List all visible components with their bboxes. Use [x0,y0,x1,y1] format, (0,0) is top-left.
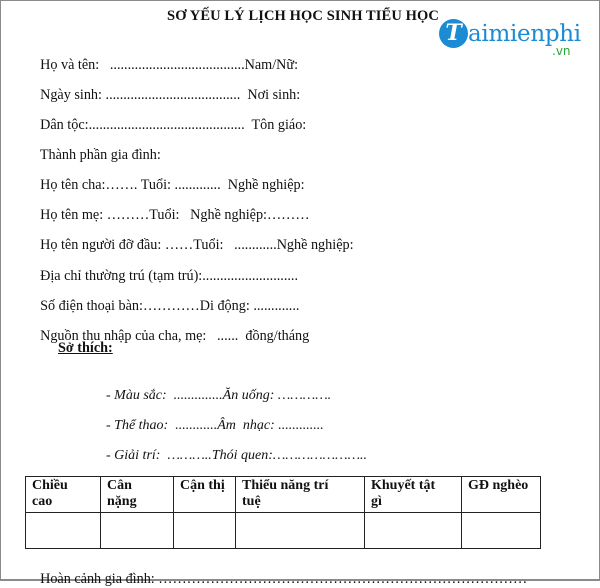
logo-text: aimienphi [468,21,581,47]
logo-tld: .vn [552,44,571,58]
logo-glyph: T [445,20,462,46]
table-cell-nearsighted[interactable] [174,513,236,549]
header-cell-nearsighted: Cận thị [174,477,236,513]
table-cell-poor-household[interactable] [462,513,541,549]
field-fill[interactable]: ……… [103,207,150,223]
field-label: Số điện thoại bàn: [40,298,143,314]
header-cell-poor-household: GĐ nghèo [462,477,541,513]
table-header-row [26,477,541,513]
field-label-2: Di động: [199,298,254,314]
table-cell-disability[interactable] [365,513,462,549]
hobby-label: - Màu sắc: [106,388,167,403]
field-label-2: Tuổi: [140,177,175,193]
hobby-label: - Thể thao: [106,418,169,433]
field-label: Ngày sinh: [40,87,102,103]
hobby-label-2: Âm nhạc: [217,418,275,433]
field-label: Họ và tên: [40,57,100,73]
table-cell-height[interactable] [26,513,101,549]
field-fill[interactable]: …………………………………………………………………… [154,571,528,587]
field-label: Họ tên người đỡ đầu: [40,237,162,253]
hobby-entertainment-habits[interactable] [99,429,367,465]
header-cell-disability: Khuyết tật gì [365,477,462,513]
field-fill[interactable]: …… [161,237,194,253]
field-label-2: Tuổi: [149,207,191,223]
table-cell-weight[interactable] [101,513,174,549]
health-table [25,476,541,549]
hobby-fill[interactable]: ……….. [160,448,212,463]
field-fill[interactable]: ........................... [202,268,299,284]
field-label: Nguồn thu nhập của cha, mẹ: [40,328,207,344]
field-label: Họ tên cha: [40,177,106,193]
field-fill-2[interactable]: ............. [253,298,300,314]
header-cell-height: Chiều cao [26,477,101,513]
taimienphi-logo [438,16,588,56]
field-label: Dân tộc: [40,117,89,133]
field-label: Địa chỉ thường trú (tạm trú): [40,268,203,284]
field-label-2: Nam/Nữ: [244,57,299,73]
field-label: Thành phần gia đình: [39,147,161,163]
hobby-label-2: Thói quen: [211,448,273,463]
field-label: Hoàn cảnh gia đình: [40,571,155,587]
field-fill[interactable]: ……. [105,177,141,193]
hobby-label-2: Ăn uống: [222,388,275,403]
table-row [26,513,541,549]
field-fill[interactable]: ...................................... [99,57,245,73]
field-fill-2[interactable]: ............Nghề nghiệp: [234,237,354,253]
hobby-fill-2[interactable]: …………. [274,388,332,403]
field-label-2: Tôn giáo: [244,117,307,133]
hobby-label: - Giải trí: [106,448,161,463]
header-cell-weight: Cân nặng [101,477,174,513]
field-label-2: Nơi sinh: [240,87,301,103]
field-fill-2[interactable]: Nghề nghiệp:……… [190,207,310,223]
header-cell-intellectual-disability: Thiểu năng trí tuệ [236,477,365,513]
field-fill[interactable]: ...... [206,328,246,344]
field-fill-2[interactable]: ............. Nghề nghiệp: [174,177,305,193]
hobbies-heading: Sở thích: [58,340,113,356]
hobby-fill[interactable]: ............ [168,418,218,433]
hobby-fill[interactable]: .............. [166,388,223,403]
field-fill[interactable]: ………… [142,298,200,314]
field-fill[interactable]: ...................................... [101,87,241,103]
hobby-fill-2[interactable]: ………………….. [272,448,368,463]
field-fill[interactable]: ............................................ [88,117,245,133]
field-family-circumstances[interactable] [33,552,527,588]
field-label: Họ tên mẹ: [40,207,104,223]
document-title: SƠ YẾU LÝ LỊCH HỌC SINH TIỂU HỌC [167,8,439,24]
table-cell-intellectual-disability[interactable] [236,513,365,549]
field-label-2: đồng/tháng [245,328,310,344]
taimienphi-logo-icon [439,19,468,48]
field-label-2: Tuổi: [193,237,235,253]
hobby-fill-2[interactable]: ............. [274,418,324,433]
